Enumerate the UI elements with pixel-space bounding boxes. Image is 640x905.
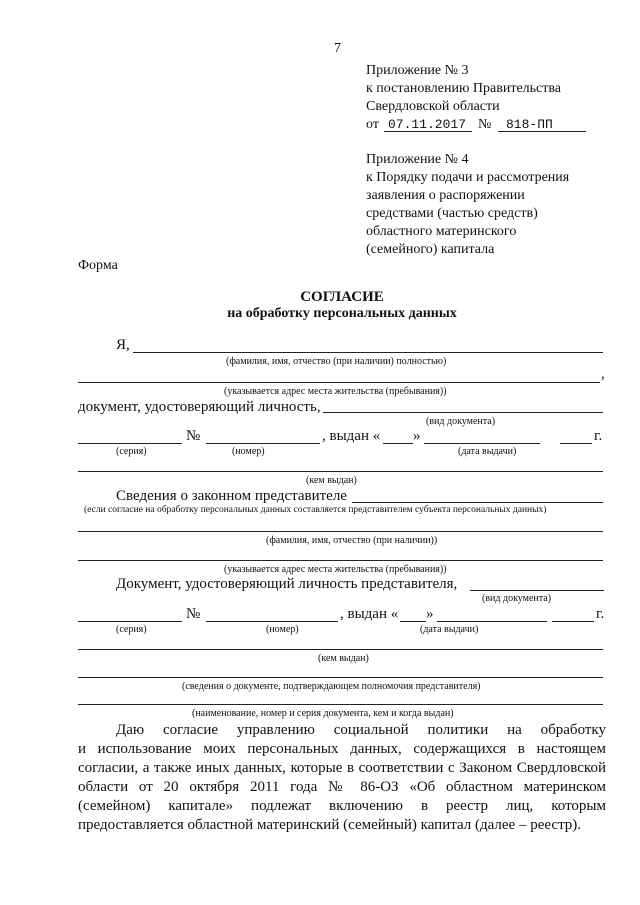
number-field[interactable] (206, 443, 320, 444)
ya-label: Я, (116, 337, 130, 353)
series-caption: (серия) (116, 446, 147, 457)
representative-address-field[interactable] (78, 560, 603, 561)
issue-day-field[interactable] (383, 443, 413, 444)
id-document-type-caption: (вид документа) (426, 416, 496, 427)
number-caption: (номер) (232, 446, 265, 457)
issued-label: , выдан « (322, 428, 381, 444)
representative-id-label: Документ, удостоверяющий личность представителя, (116, 576, 458, 592)
appendix-4-line: средствами (частью средств) (366, 206, 538, 221)
number-underline (498, 131, 586, 132)
representative-doc-type-field[interactable] (470, 590, 604, 591)
id-document-label: документ, удостоверяющий личность, (78, 399, 321, 415)
appendix-3-no-label: № (478, 117, 492, 132)
consent-line: Даю согласие управлению социальной политики на обработку (116, 722, 606, 738)
appendix-3-number: 818-ПП (506, 117, 553, 132)
appendix-3-title: Приложение № 3 (366, 63, 469, 78)
document-details-caption: (наименование, номер и серия документа, кем и когда выдан) (192, 708, 454, 719)
representative-issued-label: , выдан « (340, 606, 399, 622)
representative-year-suffix: г. (596, 606, 605, 622)
representative-series-caption: (серия) (116, 624, 147, 635)
appendix-4-line: областного материнского (366, 224, 517, 239)
representative-doc-type-caption: (вид документа) (482, 593, 552, 604)
consent-line: области от 20 октября 2011 года № 86-ОЗ «Об областном материнском (78, 779, 606, 795)
authority-document-field[interactable] (78, 677, 603, 678)
issue-month-field[interactable] (424, 443, 540, 444)
authority-document-caption: (сведения о документе, подтверждающем полномочия представителя) (182, 681, 481, 692)
appendix-3-date: 07.11.2017 (388, 117, 467, 132)
year-suffix: г. (594, 428, 603, 444)
number-sign: № (186, 428, 201, 444)
document-title: СОГЛАСИЕ (300, 289, 384, 305)
consent-line: предоставляется областной материнский (семейный) капитал (далее – реестр). (78, 817, 582, 833)
consent-line: (семейном) капитале» подлежат включению в реестр лиц, которым (78, 798, 606, 814)
representative-date-caption: (дата выдачи) (420, 624, 479, 635)
representative-issuer-caption: (кем выдан) (318, 653, 369, 664)
document-subtitle: на обработку персональных данных (227, 306, 457, 321)
appendix-4-line: (семейного) капитала (366, 242, 495, 257)
appendix-3-from-label: от (366, 117, 379, 132)
form-label: Форма (78, 258, 118, 273)
document-details-field[interactable] (78, 704, 603, 705)
fio-caption: (фамилия, имя, отчество (при наличии) полностью) (226, 356, 447, 367)
consent-line: и использование моих персональных данных, содержащихся в настоящем (78, 741, 606, 757)
address-field[interactable] (78, 382, 600, 383)
representative-fio-field[interactable] (78, 531, 603, 532)
appendix-4-line: к Порядку подачи и рассмотрения (366, 170, 570, 185)
representative-quote-close: » (426, 606, 434, 622)
id-document-type-field[interactable] (323, 412, 603, 413)
representative-info-field[interactable] (352, 502, 603, 503)
representative-info-label: Сведения о законном представителе (116, 488, 347, 504)
consent-paragraph (78, 721, 606, 835)
representative-note-caption: (если согласие на обработку персональных данных составляется представителем субъекта персональных данных) (84, 505, 547, 515)
date-underline (384, 131, 472, 132)
representative-number-field[interactable] (206, 621, 338, 622)
series-field[interactable] (78, 443, 182, 444)
address-comma: , (601, 366, 605, 382)
representative-series-field[interactable] (78, 621, 182, 622)
representative-issuer-field[interactable] (78, 649, 603, 650)
representative-issue-day-field[interactable] (400, 621, 426, 622)
fio-field[interactable] (133, 352, 603, 353)
representative-fio-caption: (фамилия, имя, отчество (при наличии)) (266, 535, 438, 546)
issuer-caption: (кем выдан) (306, 475, 357, 486)
representative-number-sign: № (186, 606, 201, 622)
page-number: 7 (334, 41, 341, 56)
address-caption: (указывается адрес места жительства (пребывания)) (224, 386, 447, 397)
representative-number-caption: (номер) (266, 624, 299, 635)
representative-issue-year-field[interactable] (552, 621, 594, 622)
appendix-3-line2: Свердловской области (366, 99, 500, 114)
issuer-field[interactable] (78, 471, 603, 472)
representative-address-caption: (указывается адрес места жительства (пребывания)) (224, 564, 447, 575)
issue-year-field[interactable] (560, 443, 592, 444)
issue-date-caption: (дата выдачи) (458, 446, 517, 457)
issued-quote-close: » (413, 428, 421, 444)
representative-issue-month-field[interactable] (437, 621, 547, 622)
consent-line: согласии, а также иных данных, которые в соответствии с Законом Свердловской (78, 760, 606, 776)
appendix-3-line1: к постановлению Правительства (366, 81, 562, 96)
appendix-4-line: заявления о распоряжении (366, 188, 525, 203)
appendix-4-line: Приложение № 4 (366, 152, 469, 167)
